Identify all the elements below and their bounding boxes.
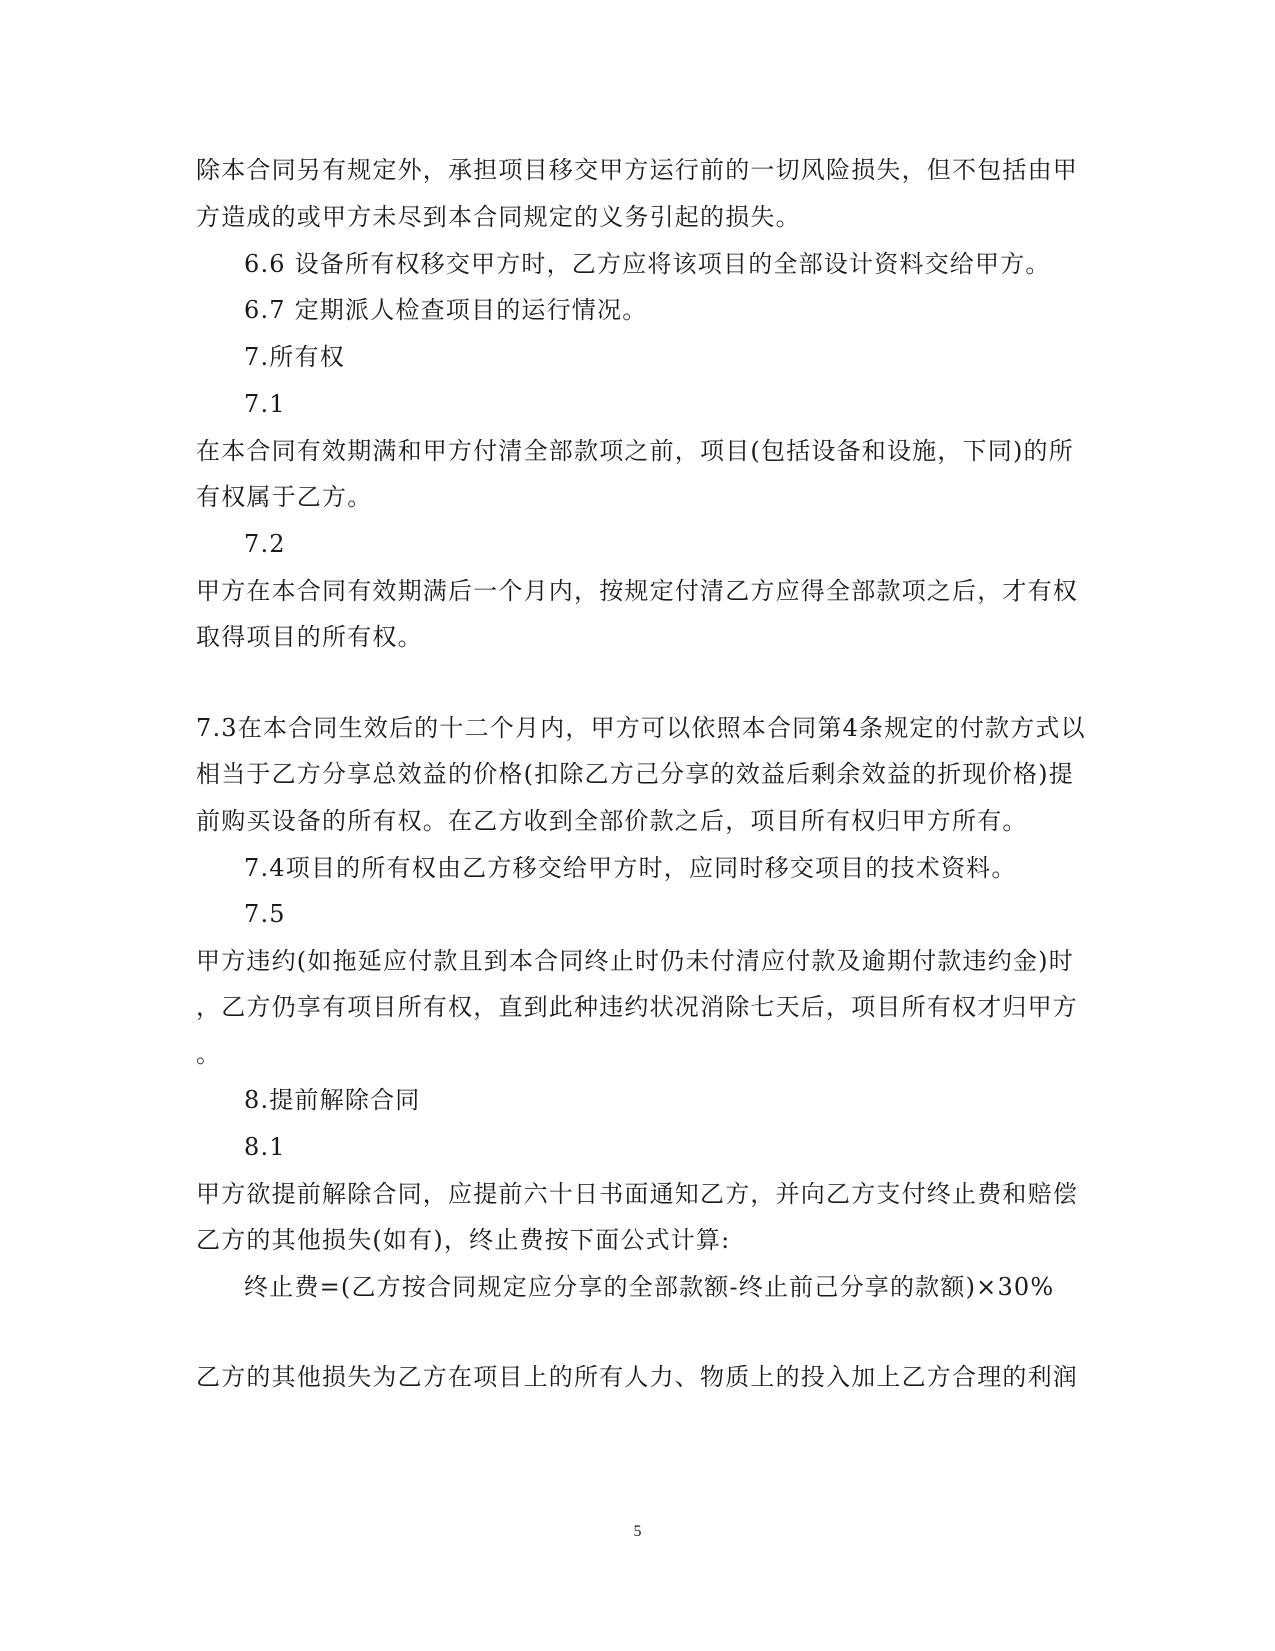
text-line: 除本合同另有规定外，承担项目移交甲方运行前的一切风险损失，但不包括由甲 [196, 156, 1078, 184]
text-line: 相当于乙方分享总效益的价格(扣除乙方己分享的效益后剩余效益的折现价格)提 [196, 760, 1074, 788]
clause-number-7-1: 7.1 [244, 390, 286, 418]
clause-6-6: 6.6 设备所有权移交甲方时，乙方应将该项目的全部设计资料交给甲方。 [244, 250, 1051, 278]
clause-7-4: 7.4项目的所有权由乙方移交给甲方时，应同时移交项目的技术资料。 [244, 854, 1017, 882]
section-heading-8: 8.提前解除合同 [244, 1086, 421, 1114]
clause-number-8-1: 8.1 [244, 1133, 286, 1161]
text-line: 乙方的其他损失(如有)，终止费按下面公式计算: [196, 1226, 731, 1254]
text-line: 方造成的或甲方未尽到本合同规定的义务引起的损失。 [196, 203, 801, 231]
text-line: 有权属于乙方。 [196, 483, 373, 511]
text-line: 。 [196, 1040, 222, 1068]
clause-number-7-5: 7.5 [244, 900, 286, 928]
termination-fee-formula: 终止费=(乙方按合同规定应分享的全部款额-终止前己分享的款额)×30% [244, 1273, 1055, 1301]
text-line: 在本合同有效期满和甲方付清全部款项之前，项目(包括设备和设施，下同)的所 [196, 437, 1074, 465]
text-line: 甲方在本合同有效期满后一个月内，按规定付清乙方应得全部款项之后，才有权 [196, 577, 1078, 605]
text-line: 甲方欲提前解除合同，应提前六十日书面通知乙方，并向乙方支付终止费和赔偿 [196, 1180, 1078, 1208]
text-line: ，乙方仍享有项目所有权，直到此种违约状况消除七天后，项目所有权才归甲方 [196, 993, 1078, 1021]
text-line: 前购买设备的所有权。在乙方收到全部价款之后，项目所有权归甲方所有。 [196, 807, 1028, 835]
clause-6-7: 6.7 定期派人检查项目的运行情况。 [244, 296, 648, 324]
text-line: 取得项目的所有权。 [196, 623, 423, 651]
clause-7-3: 7.3在本合同生效后的十二个月内，甲方可以依照本合同第4条规定的付款方式以 [196, 714, 1086, 742]
text-line: 乙方的其他损失为乙方在项目上的所有人力、物质上的投入加上乙方合理的利润 [196, 1363, 1078, 1391]
page-number: 5 [633, 1523, 642, 1540]
section-heading-7: 7.所有权 [244, 343, 345, 371]
clause-number-7-2: 7.2 [244, 530, 286, 558]
text-line: 甲方违约(如拖延应付款且到本合同终止时仍未付清应付款及逾期付款违约金)时 [196, 947, 1074, 975]
